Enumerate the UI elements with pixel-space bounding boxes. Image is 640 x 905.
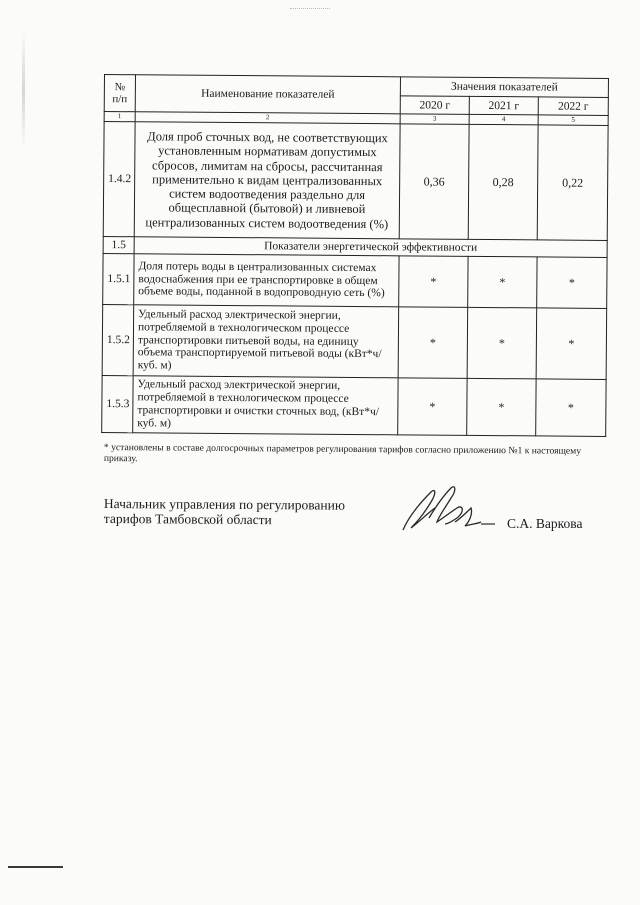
scan-artifact-left bbox=[22, 30, 25, 150]
header-year-2022: 2022 г bbox=[538, 97, 608, 116]
header-name: Наименование показателей bbox=[135, 75, 400, 114]
header-year-2020: 2020 г bbox=[400, 96, 469, 115]
column-index: 5 bbox=[538, 115, 608, 126]
row-number: 1.5.3 bbox=[102, 375, 133, 432]
value-2022: 0,22 bbox=[537, 125, 608, 241]
footnote: * установлены в составе долгосрочных параметров регулирования тарифов согласно приложению №1 к настоящему приказу. bbox=[103, 442, 582, 465]
row-name-cell bbox=[133, 305, 399, 378]
table-row bbox=[103, 122, 608, 241]
indicators-table bbox=[101, 74, 609, 437]
header-values: Значения показателей bbox=[400, 77, 608, 98]
value-2020: * bbox=[398, 378, 467, 436]
section-title: Показатели энергетической эффективности bbox=[134, 237, 607, 258]
value-2020: * bbox=[399, 256, 468, 308]
header-number: № п/п bbox=[104, 75, 135, 112]
row-name-cell bbox=[133, 376, 398, 435]
row-number: 1.4.2 bbox=[103, 122, 135, 237]
signatory-title-line1: Начальник управления по регулированию bbox=[103, 496, 346, 513]
signatory-title bbox=[104, 496, 345, 528]
column-index: 2 bbox=[135, 112, 400, 124]
value-2022: * bbox=[536, 379, 606, 437]
signatory-name: С.А. Варкова bbox=[507, 516, 583, 531]
value-2021: 0,28 bbox=[468, 124, 538, 240]
value-2022: * bbox=[536, 308, 607, 380]
row-name: Удельный расход электрической энергии, потребляемой в технологическом процессе транспортировки питьевой воды, на единицу объема транспортируемой питьевой воды (кВт*ч/куб. м) bbox=[137, 308, 382, 372]
table-row bbox=[102, 304, 607, 379]
scan-artifact-top bbox=[290, 8, 330, 12]
column-index: 3 bbox=[400, 114, 469, 125]
table-header-row bbox=[104, 75, 608, 98]
column-index: 4 bbox=[469, 114, 538, 125]
signatory-title-line2: тарифов Тамбовской области bbox=[103, 510, 272, 528]
value-2021: * bbox=[468, 256, 537, 308]
value-2020: 0,36 bbox=[399, 124, 469, 240]
row-number: 1.5.2 bbox=[102, 304, 134, 375]
value-2021: * bbox=[467, 378, 536, 436]
row-name-cell bbox=[134, 122, 400, 239]
row-number: 1.5.1 bbox=[103, 253, 134, 304]
row-name: Удельный расход электрической энергии, потребляемой в технологическом процессе транспортировки и очистки сточных вод, (кВт*ч/куб. м) bbox=[137, 378, 380, 430]
table-row bbox=[102, 375, 606, 436]
handwritten-signature bbox=[395, 478, 505, 538]
scan-artifact-bottom bbox=[8, 866, 63, 868]
section-number: 1.5 bbox=[103, 236, 134, 253]
column-index: 1 bbox=[104, 112, 135, 122]
value-2022: * bbox=[537, 257, 607, 309]
row-name: Доля проб сточных вод, не соответствующих установленным нормативам допустимых сбросов, лимитам на сбросы, рассчитанная применительно к видам централизованных систем водоотведения раздельно для общесплавной (бытовой) и ливневой централизованных систем водоотведения (%) bbox=[145, 129, 389, 231]
row-name: Доля потерь воды в централизованных системах водоснабжения при ее транспортировке в общем объеме воды, поданной в водопроводную сеть (%) bbox=[138, 260, 385, 300]
row-name-cell bbox=[134, 254, 399, 307]
value-2021: * bbox=[467, 307, 537, 379]
header-year-2021: 2021 г bbox=[469, 96, 538, 115]
table-row bbox=[103, 253, 607, 308]
value-2020: * bbox=[398, 307, 468, 379]
